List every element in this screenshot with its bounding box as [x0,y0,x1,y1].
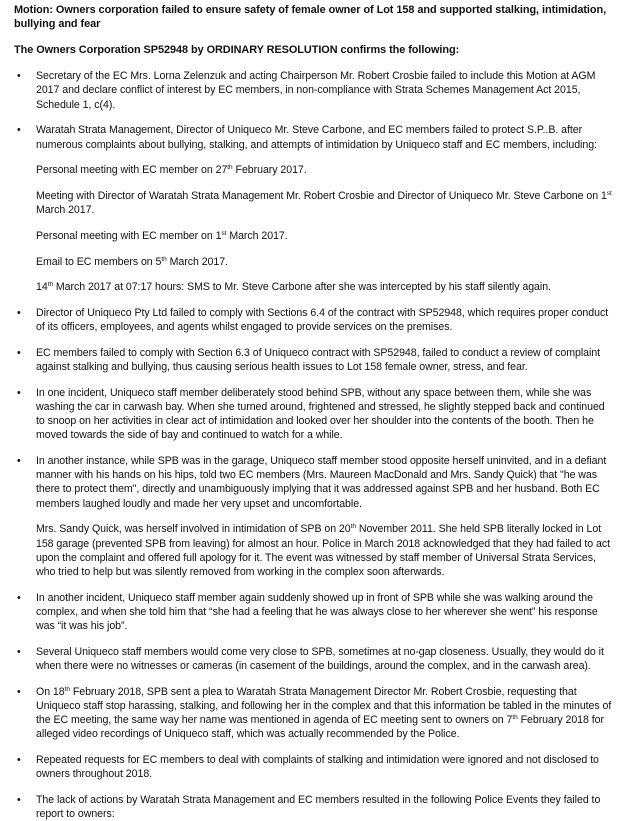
ordinal-suffix: th [64,685,70,693]
sub-event [36,163,613,177]
list-item [14,645,613,673]
item-text: Repeated requests for EC members to deal with complaints of stalking and intimidation were ignored and not disclosed to owners throughout 2018. [36,754,599,781]
item-text: February 2018, SPB sent a plea to Waratah Strata Management Director Mr. Robert Crosbie, requesting that Uniqueco staff stop harassing, stalking, and following her in the complex and that this information be tabled in the minutes of the EC meeting, the same way her name was mentioned in agenda of EC meeting sent to owners on 7 [36,685,612,727]
paragraph-text: Mrs. Sandy Quick, was herself involved in intimidation of SPB on 20 [36,523,351,536]
motion-title: Motion: Owners corporation failed to ensure safety of female owner of Lot 158 and supported stalking, intimidation, bullying and fear [14,4,607,30]
item-text: The lack of actions by Waratah Strata Management and EC members resulted in the following Police Events they failed to report to owners: [36,793,601,821]
sub-event-text: March 2017 at 07:17 hours: SMS to Mr. Steve Carbone after she was intercepted by his staff silently again. [53,281,551,294]
bullet-icon: • [17,306,21,319]
list-item [14,306,613,334]
bullet-icon: • [17,70,21,83]
list-item [14,753,613,781]
list-item [14,123,613,294]
sub-event-text: March 2017. [166,255,228,268]
item-text: EC members failed to comply with Section 6.3 of Uniqueco contract with SP52948, failed to conduct a review of complaint against stalking and bullying, thus causing serious health issues to Lot 158 female owner, stress, and fear. [36,346,601,374]
ordinal-suffix: st [606,189,612,197]
item-text: In one incident, Uniqueco staff member deliberately stood behind SPB, without any space between them, while she was washing the car in carwash bay. When she turned around, frightened and stressed, he slightly stepped back and continued to snoop on her activities in clear act of intimidation and looked over her shoulder into the contents of the booth. Then he moved towards the side of bay and continued to watch for a while. [36,386,605,442]
bullet-icon: • [17,386,21,399]
sub-event-text: Personal meeting with EC member on 27 [36,164,228,177]
list-item [14,685,613,742]
sub-event-text: February 2017. [232,164,307,177]
bullet-icon: • [17,346,21,359]
bullet-icon: • [17,124,21,137]
bullet-icon: • [17,685,21,698]
bullet-icon: • [17,754,21,767]
sub-event-text: Meeting with Director of Waratah Strata Management Mr. Robert Crosbie and Director of Uniqueco Mr. Steve Carbone on 1 [36,189,607,202]
sub-event-text: Personal meeting with EC member on 1 [36,229,222,242]
bullet-icon: • [17,793,21,806]
sub-event [36,229,613,243]
item-text: Waratah Strata Management, Director of Uniqueco Mr. Steve Carbone, and EC members failed to protect S.P..B. after numerous complaints about bullying, stalking, and attempts of intimidation by Uniqueco staff and EC members, including: [36,124,597,151]
sub-event-text: March 2017. [36,204,95,217]
list-item [14,454,613,579]
bullet-icon: • [17,591,21,604]
item-text: February 2018 for alleged video recordings of Uniqueco staff, which was actually recommended by the Police. [36,714,604,741]
sub-event [36,280,613,294]
item-text: Director of Uniqueco Pty Ltd failed to comply with Sections 6.4 of the contract with SP52948, which requires proper conduct of its officers, employees, and agents whilst engaged to provide services on the premises. [36,306,609,334]
ordinal-suffix: st [221,229,227,237]
item-text: In another instance, while SPB was in the garage, Uniqueco staff member stood opposite herself uninvited, and in a defiant manner with his hands on his hips, told two EC members (Mrs. Maureen MacDonald and Mrs. Sandy Quick) that "he was there to protect them", directly and unambiguously implying that it was addressed against SPB and her husband. Both EC members laughed loudly and made her very upset and uncomfortable. [36,455,607,510]
ordinal-suffix: th [512,714,518,722]
resolution-heading: The Owners Corporation SP52948 by ORDINARY RESOLUTION confirms the following: [14,44,460,56]
sub-event [36,189,613,217]
item-text: Several Uniqueco staff members would come very close to SPB, sometimes at no-gap closeness. Usually, they would do it when there were no witnesses or cameras (in casement of the buildings, around the complex, and in the carwash area). [36,645,604,672]
sub-event-text: Email to EC members on 5 [36,255,162,268]
item-paragraph [36,522,613,579]
sub-event-text: March 2017. [226,229,288,242]
bullet-icon: • [17,645,21,658]
list-item [14,346,613,374]
ordinal-suffix: th [350,523,356,531]
list-item [14,793,613,821]
paragraph-text: November 2011. She held SPB literally locked in Lot 158 garage (prevented SPB from leaving) for almost an hour. Police in March 2018 acknowledged that they had failed to act upon the complaint and offered full apology for it. The event was witnessed by staff member of Universal Strata Services, who tried to help but was silently removed from working in the complex soon afterwards. [36,523,611,578]
bullet-icon: • [17,455,21,468]
list-item [14,386,613,443]
list-item [14,591,613,634]
item-text: Secretary of the EC Mrs. Lorna Zelenzuk and acting Chairperson Mr. Robert Crosbie failed to include this Motion at AGM 2017 and declare conflict of interest by EC members, in non-compliance with Strata Schemes Management Act 2015, Schedule 1, c(4). [36,70,596,111]
ordinal-suffix: th [47,281,54,289]
motion-items-list [14,69,613,821]
ordinal-suffix: th [227,164,233,172]
sub-event-text: 14 [36,281,48,294]
sub-event [36,255,613,269]
list-item [14,69,613,112]
item-text: In another incident, Uniqueco staff member again suddenly showed up in front of SPB while she was walking around the complex, and when she told him that “she had a feeling that he was always close to her wherever she went” his response was “it was his job”. [36,591,598,633]
item-text: On 18 [36,685,65,698]
ordinal-suffix: th [161,255,167,263]
